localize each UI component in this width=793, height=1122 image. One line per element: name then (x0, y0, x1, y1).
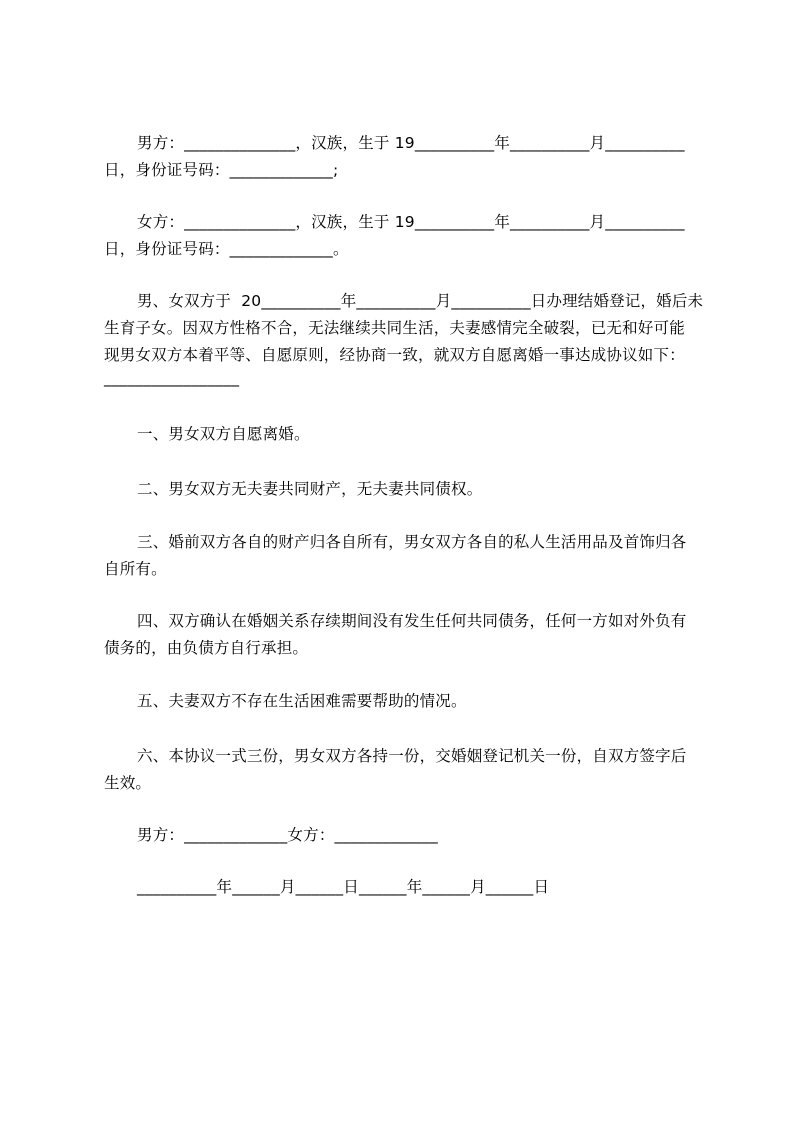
marriage-info-line-1: 男、女双方于 20__________年__________月__________日办理结婚登记，婚后未 (137, 292, 704, 310)
male-party-line-1: 男方：______________，汉族，生于 19__________年__________月__________ (137, 134, 685, 152)
female-party-line-1: 女方：______________，汉族，生于 19__________年__________月__________ (137, 213, 685, 231)
clause-3-line-2: 自所有。 (104, 560, 167, 578)
female-party-line-2: 日，身份证号码：_____________。 (104, 240, 349, 258)
signature-line: 男方：_____________女方：_____________ (137, 826, 438, 844)
male-party-line-2: 日，身份证号码：_____________; (104, 161, 339, 179)
clause-2: 二、男女双方无夫妻共同财产，无夫妻共同债权。 (137, 480, 483, 498)
marriage-info-line-4: _________________ (104, 369, 240, 387)
date-line: __________年______月______日______年______月______日 (137, 878, 550, 896)
clause-4-line-2: 债务的，由负债方自行承担。 (104, 639, 309, 657)
clause-1: 一、男女双方自愿离婚。 (137, 425, 310, 443)
clause-6-line-1: 六、本协议一式三份，男女双方各持一份，交婚姻登记机关一份，自双方签字后 (137, 747, 687, 765)
clause-4-line-1: 四、双方确认在婚姻关系存续期间没有发生任何共同债务，任何一方如对外负有 (137, 612, 687, 630)
clause-6-line-2: 生效。 (104, 774, 152, 792)
marriage-info-line-2: 生育子女。因双方性格不合，无法继续共同生活，夫妻感情完全破裂，已无和好可能 (104, 319, 685, 337)
marriage-info-line-3: 现男女双方本着平等、自愿原则，经协商一致，就双方自愿离婚一事达成协议如下： (104, 346, 685, 364)
clause-5: 五、夫妻双方不存在生活困难需要帮助的情况。 (137, 692, 467, 710)
clause-3-line-1: 三、婚前双方各自的财产归各自所有，男女双方各自的私人生活用品及首饰归各 (137, 533, 687, 551)
